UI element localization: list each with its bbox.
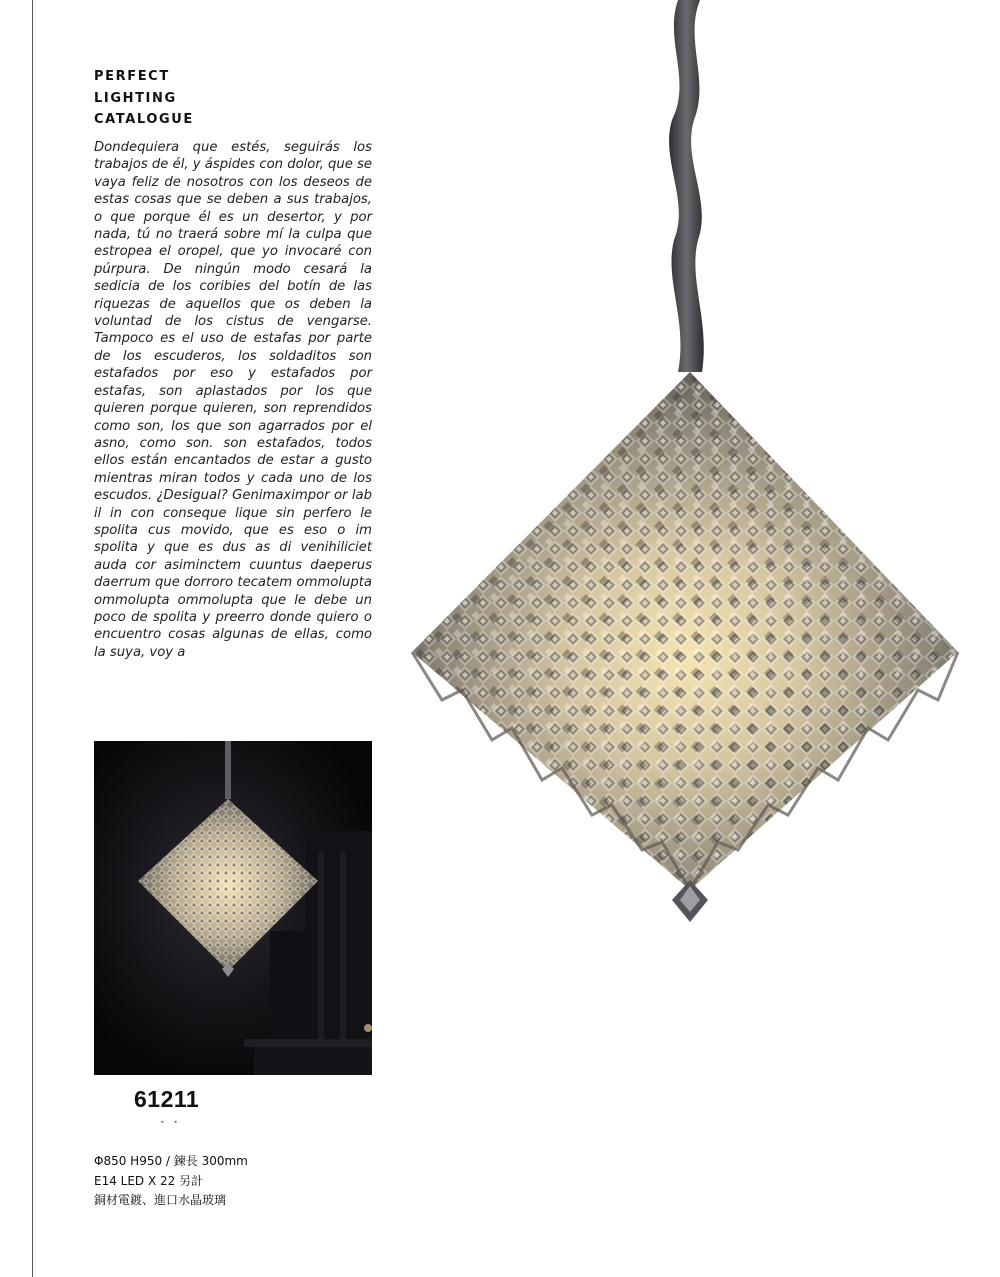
room-photo bbox=[94, 741, 372, 1075]
title-line-2: LIGHTING bbox=[94, 90, 177, 106]
spec-dimensions: Φ850 H950 / 鍊長 300mm bbox=[94, 1154, 248, 1168]
product-specs bbox=[94, 1152, 394, 1211]
chandelier-illustration bbox=[402, 0, 978, 930]
product-code: 61211 bbox=[134, 1086, 200, 1112]
body-paragraph: Dondequiera que estés, seguirás los trabajos de él, y áspides con dolor, que se vaya feliz de nosotros con los deseos de estas cosas que se deben a sus trabajos, o que porque él es un desertor, y por nada, tú no traerá sobre mí la culpa que estropea el oropel, que yo invocaré con púrpura. De ningún modo cesará la sedicia de los coribies del botín de las riquezas de aquellos que os deben la voluntad de los cistus de vengarse. Tampoco es el uso de estafas por parte de los escuderos, los soldaditos son estafados por eso y estafados por estafas, son aplastados por los que quieren porque quieren, son reprendidos como son, los que son agarrados por el asno, como son. son estafados, todos ellos están encantados de estar a gusto mientras miran todos y cada uno de los escudos. ¿Desigual? Genimaximpor or lab il in con conseque lique sin perfero le spolita cus movido, que es eso o im spolita y que es dus as di venihiliciet auda cor asiminctem cuuntus daeperus daerrum que dorroro tecatem ommolupta ommolupta ommolupta que le debe un poco de spolita y preerro donde quiero o encuentro cosas algunas de ellas, como la suya, voy a bbox=[94, 140, 372, 660]
title-line-3: CATALOGUE bbox=[94, 112, 194, 127]
room-photo-image bbox=[94, 741, 372, 1075]
spec-bulbs: E14 LED X 22 另計 bbox=[94, 1173, 204, 1188]
page-margin-line bbox=[32, 0, 33, 1277]
title-line-1: PERFECT bbox=[94, 69, 170, 84]
spec-materials: 銅材電鍍、進口水晶玻璃 bbox=[94, 1193, 227, 1207]
code-marks: • • bbox=[160, 1118, 181, 1127]
chandelier-image bbox=[402, 0, 978, 930]
catalogue-title bbox=[94, 66, 294, 131]
